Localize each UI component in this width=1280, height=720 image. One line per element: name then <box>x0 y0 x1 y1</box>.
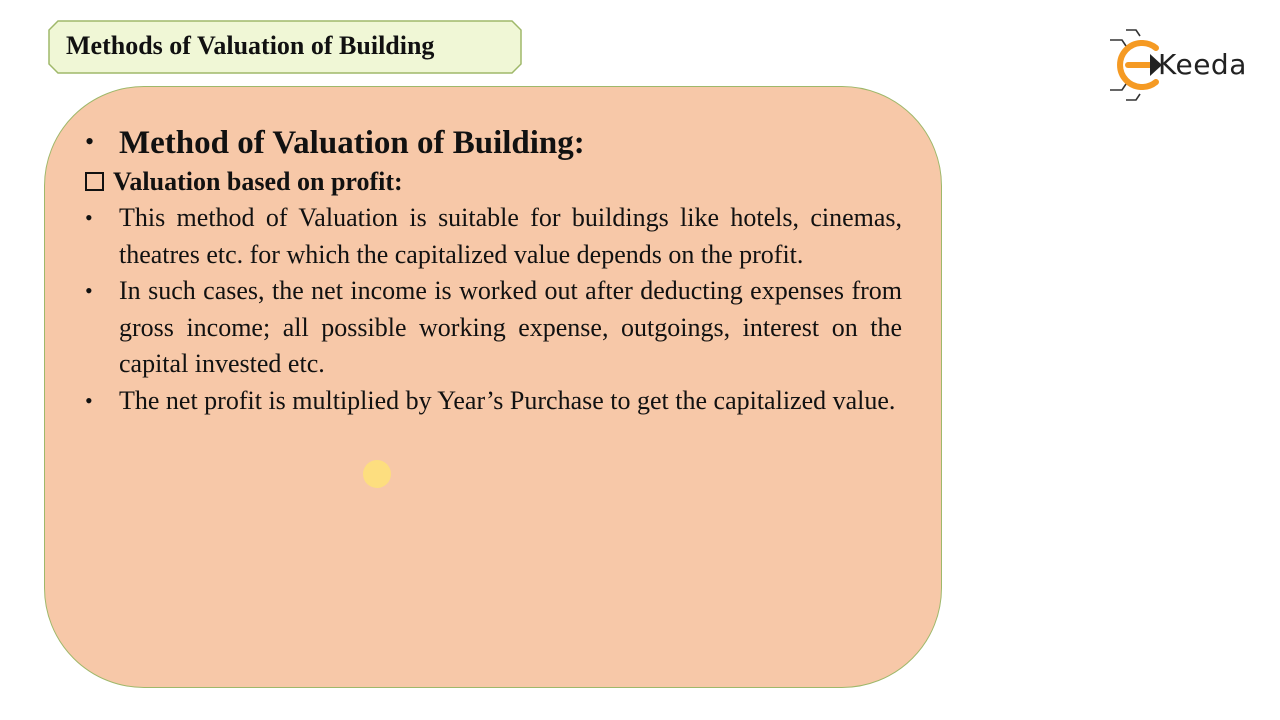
list-item <box>85 273 902 383</box>
card-subheading <box>85 167 403 197</box>
list-item <box>85 383 902 420</box>
content-card <box>44 86 942 688</box>
ekeeda-logo <box>1108 26 1258 104</box>
bullet-icon: • <box>85 205 93 230</box>
list-item-text: This method of Valuation is suitable for buildings like hotels, cinemas, theatres etc. for which the capitalized value depends on the profit. <box>119 203 902 269</box>
checkbox-icon <box>85 172 104 191</box>
list-item-text: In such cases, the net income is worked out after deducting expenses from gross income; all possible working expense, outgoings, interest on the capital invested etc. <box>119 276 902 378</box>
title-banner <box>48 20 522 74</box>
card-heading-text: Method of Valuation of Building: <box>119 125 585 161</box>
laser-pointer-dot <box>363 460 391 488</box>
bullet-icon: • <box>85 387 93 413</box>
bullet-icon: • <box>85 278 93 303</box>
list-item-text: The net profit is multiplied by Year’s Purchase to get the capitalized value. <box>119 385 896 415</box>
card-subheading-text: Valuation based on profit: <box>113 167 403 196</box>
page-title: Methods of Valuation of Building <box>66 31 435 60</box>
logo-text: Keeda <box>1158 48 1247 81</box>
bullet-list <box>85 200 902 419</box>
bullet-icon: • <box>85 127 95 156</box>
card-heading <box>85 125 585 162</box>
list-item <box>85 200 902 273</box>
